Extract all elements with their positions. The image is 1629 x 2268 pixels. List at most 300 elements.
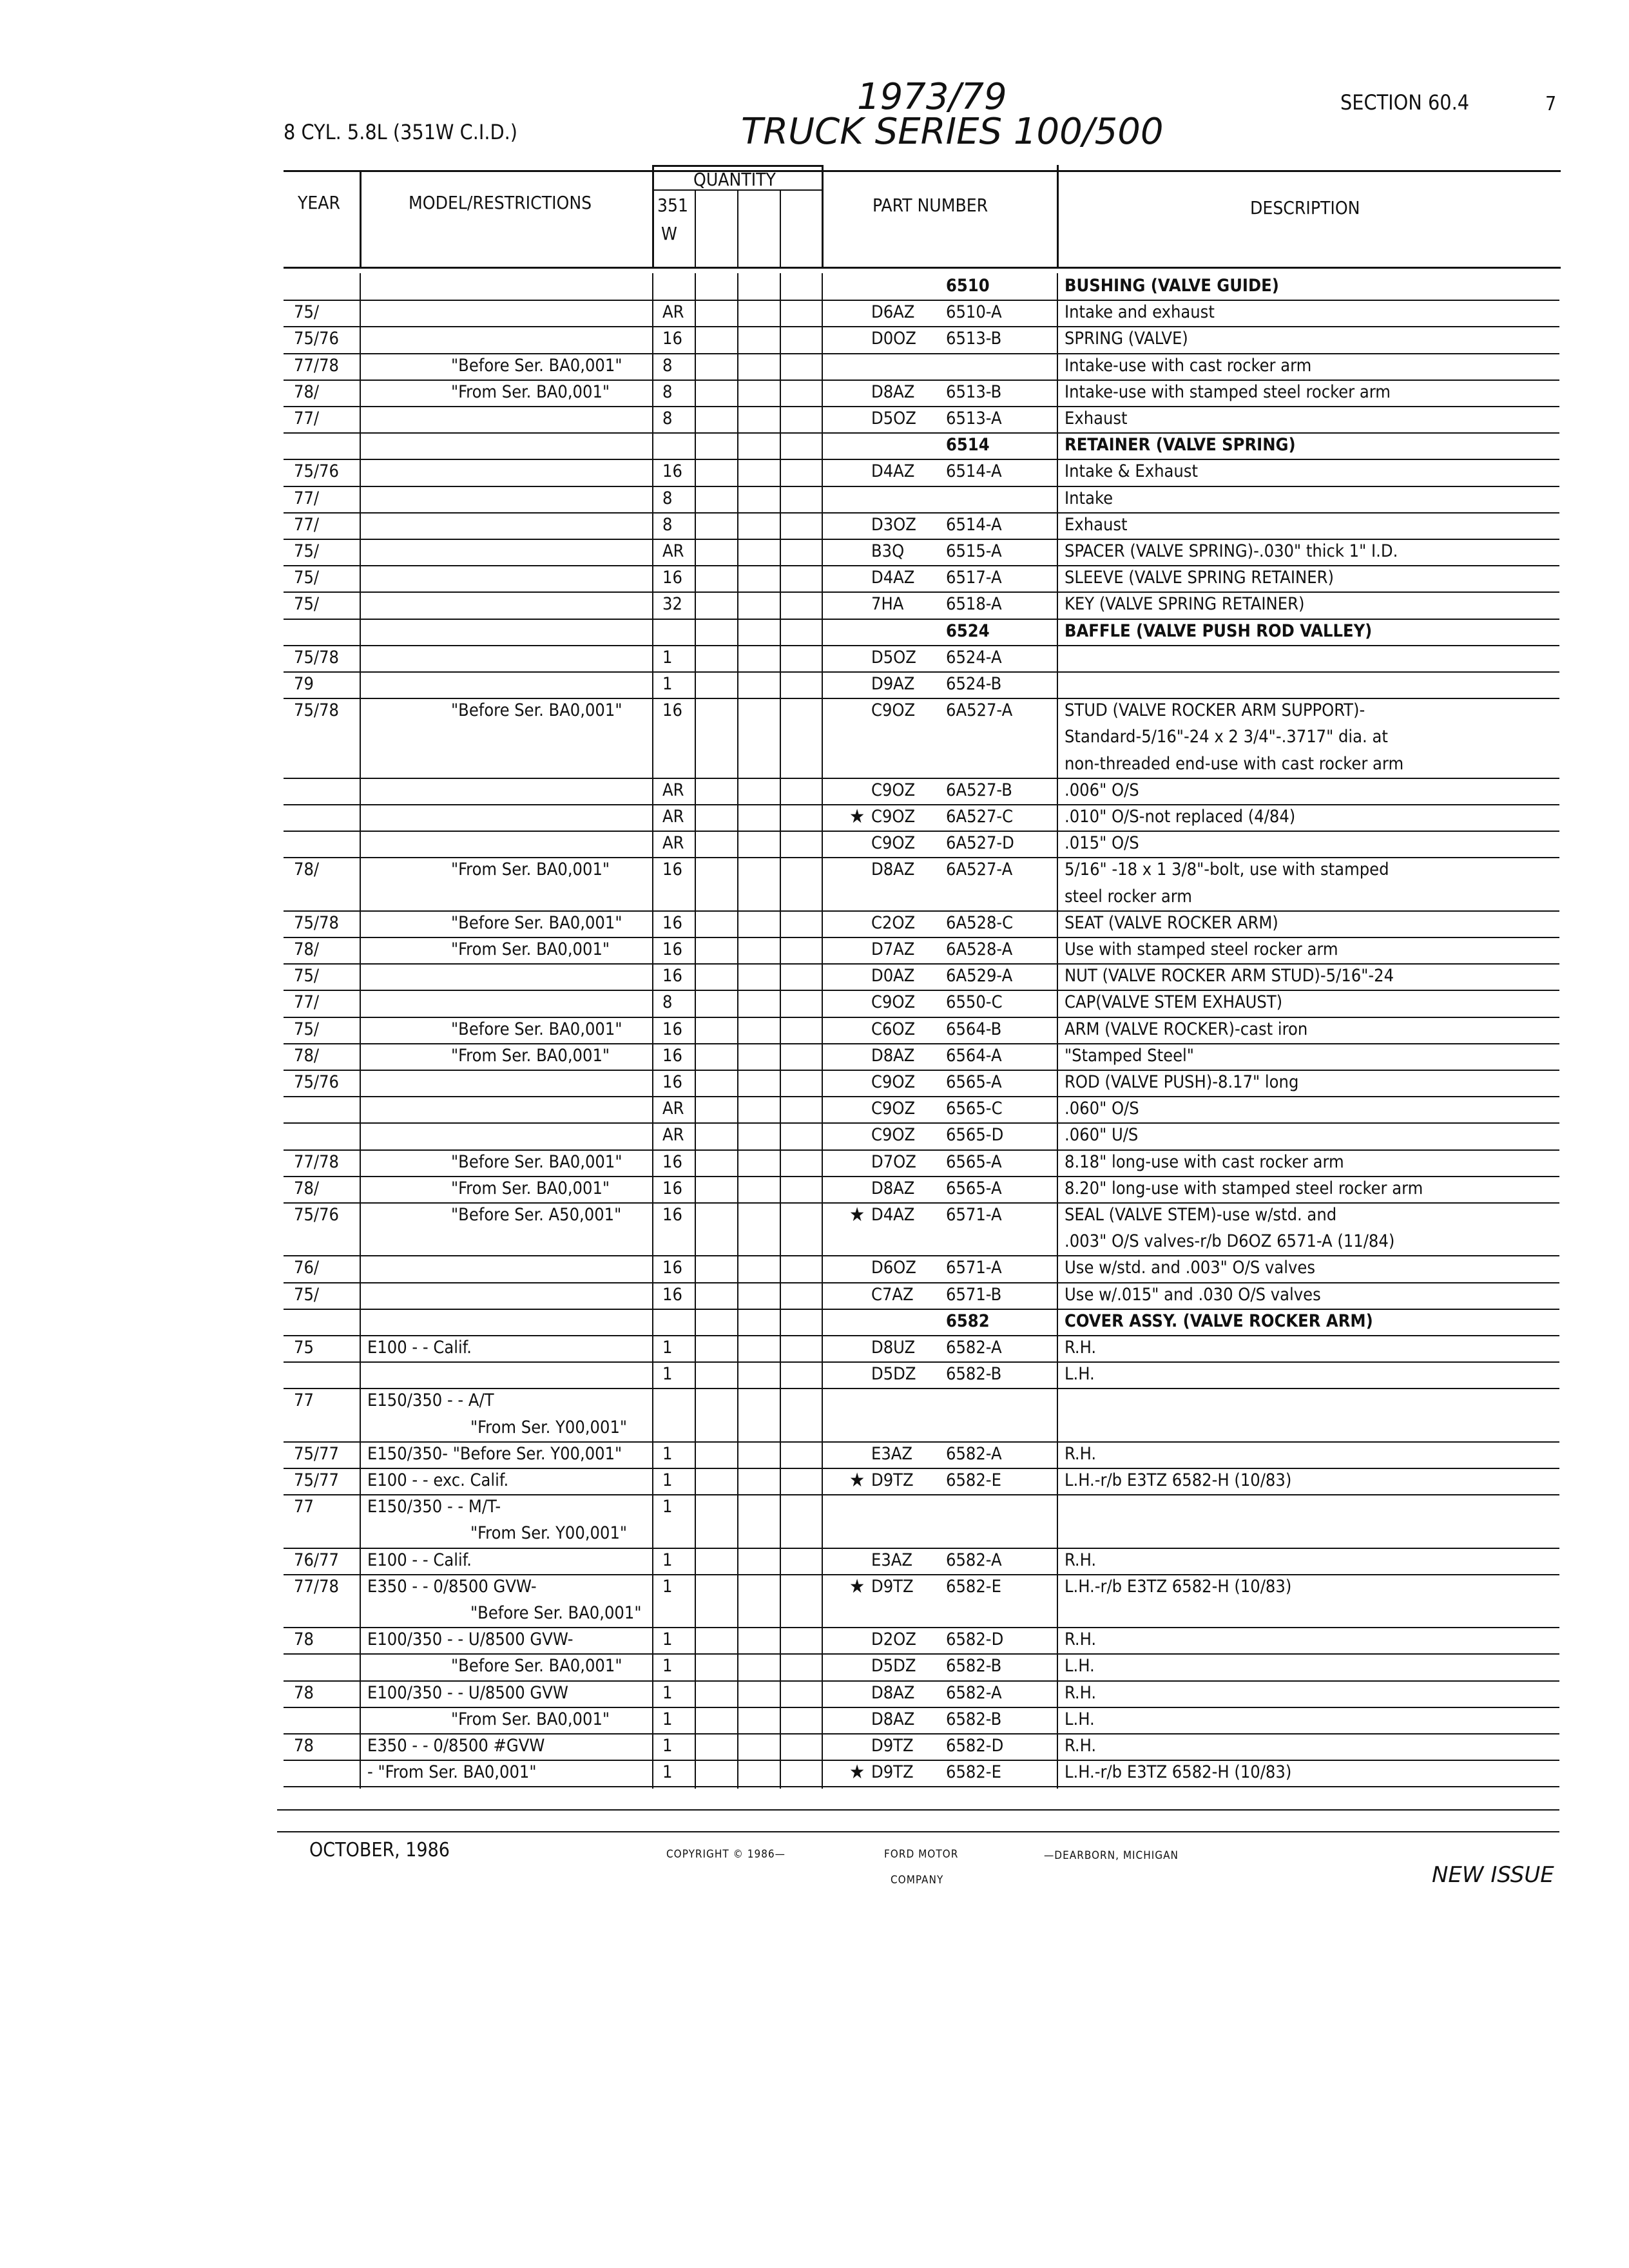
row-description: L.H.	[1065, 1656, 1095, 1677]
row-description: L.H.-r/b E3TZ 6582-H (10/83)	[1065, 1576, 1292, 1597]
row-quantity: 8	[662, 408, 673, 428]
row-part-base: 6514-A	[946, 514, 1002, 535]
row-year: 78/	[294, 1045, 320, 1066]
row-rule	[284, 1070, 1559, 1071]
row-quantity: AR	[662, 833, 684, 854]
row-rule	[284, 1760, 1559, 1761]
row-quantity: 16	[662, 329, 682, 349]
row-part-base: 6565-A	[946, 1072, 1002, 1092]
qty-rule-body-1	[695, 273, 696, 1789]
row-rule	[284, 698, 1559, 699]
row-quantity: 8	[662, 355, 673, 376]
row-description: Use w/std. and .003" O/S valves	[1065, 1258, 1315, 1278]
row-rule	[284, 380, 1559, 381]
row-quantity: 1	[662, 1736, 673, 1756]
row-quantity: 1	[662, 1629, 673, 1650]
row-description: BUSHING (VALVE GUIDE)	[1065, 276, 1279, 296]
row-year: 78/	[294, 939, 320, 959]
row-rule	[284, 1255, 1559, 1256]
row-year: 75/	[294, 1019, 320, 1039]
row-model: E100 - - Calif.	[367, 1338, 472, 1358]
row-part-base: 6582	[946, 1311, 990, 1331]
row-model: "Before Ser. BA0,001"	[451, 355, 622, 376]
replacement-star-icon: ★	[849, 1204, 865, 1226]
row-description: .015" O/S	[1065, 833, 1139, 854]
row-description: Use w/.015" and .030 O/S valves	[1065, 1284, 1321, 1305]
row-rule	[284, 1361, 1559, 1363]
row-part-base: 6518-A	[946, 594, 1002, 615]
row-description: Exhaust	[1065, 408, 1128, 428]
row-part-base: 6A527-C	[946, 807, 1014, 827]
row-quantity: 1	[662, 1682, 673, 1703]
row-part-base: 6514-A	[946, 461, 1002, 482]
row-quantity: 16	[662, 966, 682, 986]
row-description-cont: .003" O/S valves-r/b D6OZ 6571-A (11/84)	[1065, 1231, 1395, 1252]
qty-col-rule-3	[780, 189, 781, 268]
row-year: 77/	[294, 992, 320, 1013]
row-year: 75/78	[294, 647, 339, 668]
row-year: 78	[294, 1736, 314, 1756]
row-part-prefix: D9AZ	[871, 674, 915, 694]
row-description: SLEEVE (VALVE SPRING RETAINER)	[1065, 568, 1334, 588]
row-rule	[284, 831, 1559, 832]
row-quantity: 16	[662, 461, 682, 482]
col-header-model: MODEL/RESTRICTIONS	[409, 192, 592, 213]
row-rule	[284, 645, 1559, 646]
row-part-base: 6A527-A	[946, 860, 1013, 880]
row-description: .060" U/S	[1065, 1125, 1139, 1146]
row-description: Intake and exhaust	[1065, 302, 1215, 323]
row-rule	[284, 326, 1559, 327]
row-description: .010" O/S-not replaced (4/84)	[1065, 807, 1296, 827]
row-part-base: 6582-B	[946, 1709, 1002, 1729]
table-head-rule	[284, 267, 1561, 269]
col-rule-qty	[822, 165, 824, 268]
footer-copyright: COPYRIGHT © 1986—	[666, 1848, 786, 1861]
row-part-base: 6564-A	[946, 1045, 1002, 1066]
row-rule	[284, 1627, 1559, 1628]
row-part-base: 6582-E	[946, 1762, 1001, 1783]
col-rule-model-body	[652, 273, 653, 1789]
row-description-cont: non-threaded end-use with cast rocker arm	[1065, 753, 1404, 774]
col-header-qty-351: 351	[657, 195, 689, 216]
row-year: 77	[294, 1497, 314, 1517]
row-part-base: 6A528-A	[946, 939, 1013, 959]
row-rule	[284, 1202, 1559, 1204]
row-year: 77	[294, 1390, 314, 1411]
col-header-part-number: PART NUMBER	[872, 195, 988, 216]
row-description: Intake	[1065, 488, 1113, 508]
row-rule	[284, 1282, 1559, 1283]
row-part-base: 6571-B	[946, 1284, 1002, 1305]
row-description: .006" O/S	[1065, 780, 1139, 800]
row-year: 77/	[294, 408, 320, 428]
row-rule	[284, 539, 1559, 540]
row-rule	[284, 1017, 1559, 1018]
row-part-base: 6A528-C	[946, 912, 1014, 933]
row-part-base: 6A527-D	[946, 833, 1014, 854]
row-model: "From Ser. BA0,001"	[451, 381, 610, 402]
row-model: E150/350- "Before Ser. Y00,001"	[367, 1443, 622, 1464]
row-description: SPACER (VALVE SPRING)-.030" thick 1" I.D.	[1065, 541, 1398, 561]
row-model-cont: "From Ser. Y00,001"	[470, 1523, 628, 1544]
row-part-prefix: D9TZ	[871, 1576, 914, 1597]
row-year: 75/	[294, 541, 320, 561]
col-rule-year	[360, 170, 361, 268]
row-description: R.H.	[1065, 1338, 1097, 1358]
row-part-base: 6582-A	[946, 1338, 1002, 1358]
row-part-prefix: D9TZ	[871, 1762, 914, 1783]
row-quantity: 8	[662, 488, 673, 508]
row-rule	[284, 406, 1559, 407]
row-rule	[284, 1043, 1559, 1044]
row-quantity: 16	[662, 860, 682, 880]
row-model: "From Ser. BA0,001"	[451, 1709, 610, 1729]
row-quantity: 8	[662, 992, 673, 1013]
row-rule	[284, 353, 1559, 354]
row-description: ARM (VALVE ROCKER)-cast iron	[1065, 1019, 1308, 1039]
row-quantity: 16	[662, 1284, 682, 1305]
row-model: E350 - - 0/8500 #GVW	[367, 1736, 545, 1756]
row-description: R.H.	[1065, 1629, 1097, 1650]
row-part-prefix: D3OZ	[871, 514, 916, 535]
row-part-base: 6A527-A	[946, 700, 1013, 721]
row-description: Intake-use with stamped steel rocker arm	[1065, 381, 1391, 402]
row-description: R.H.	[1065, 1736, 1097, 1756]
row-part-prefix: D5OZ	[871, 408, 916, 428]
series-title: TRUCK SERIES 100/500	[741, 111, 1164, 153]
row-quantity: AR	[662, 807, 684, 827]
row-rule	[284, 432, 1559, 434]
row-part-prefix: C9OZ	[871, 992, 916, 1013]
row-description: L.H.-r/b E3TZ 6582-H (10/83)	[1065, 1762, 1292, 1783]
col-header-quantity: QUANTITY	[693, 169, 776, 190]
row-part-prefix: B3Q	[871, 541, 905, 561]
row-rule	[284, 990, 1559, 991]
row-year: 77/	[294, 514, 320, 535]
replacement-star-icon: ★	[849, 1761, 865, 1784]
row-quantity: 1	[662, 1709, 673, 1729]
row-model: E350 - - 0/8500 GVW-	[367, 1576, 537, 1597]
row-part-prefix: C9OZ	[871, 807, 916, 827]
qty-rule-body-3	[780, 273, 781, 1789]
row-description: 8.18" long-use with cast rocker arm	[1065, 1151, 1344, 1172]
row-rule	[284, 1548, 1559, 1549]
row-quantity: 16	[662, 1178, 682, 1198]
row-quantity: 8	[662, 381, 673, 402]
row-description: COVER ASSY. (VALVE ROCKER ARM)	[1065, 1311, 1373, 1331]
qty-col-rule-1	[695, 189, 696, 268]
row-year: 75	[294, 1338, 314, 1358]
row-part-prefix: C9OZ	[871, 1099, 916, 1119]
row-rule	[284, 1122, 1559, 1124]
row-description: R.H.	[1065, 1443, 1097, 1464]
row-part-base: 6513-B	[946, 381, 1002, 402]
row-description: Use with stamped steel rocker arm	[1065, 939, 1338, 959]
row-description: ROD (VALVE PUSH)-8.17" long	[1065, 1072, 1299, 1092]
row-quantity: 1	[662, 1762, 673, 1783]
row-part-prefix: C2OZ	[871, 912, 916, 933]
col-rule-year-body	[360, 273, 361, 1789]
row-part-prefix: C9OZ	[871, 1072, 916, 1092]
row-part-prefix: D9TZ	[871, 1736, 914, 1756]
row-part-base: 6A529-A	[946, 966, 1013, 986]
row-part-base: 6510	[946, 276, 990, 296]
row-part-base: 6582-D	[946, 1629, 1004, 1650]
row-part-base: 6582-E	[946, 1470, 1001, 1490]
qty-top-rule	[652, 165, 824, 167]
row-part-base: 6565-A	[946, 1178, 1002, 1198]
row-model-cont: "Before Ser. BA0,001"	[470, 1603, 642, 1623]
row-year: 75/76	[294, 1072, 339, 1092]
row-year: 77/78	[294, 1151, 339, 1172]
row-part-prefix: D6OZ	[871, 1258, 916, 1278]
row-rule	[284, 1574, 1559, 1575]
row-part-prefix: E3AZ	[871, 1550, 913, 1570]
row-year: 75/78	[294, 912, 339, 933]
row-part-prefix: C7AZ	[871, 1284, 914, 1305]
years-title: 1973/79	[857, 76, 1007, 118]
row-description: SPRING (VALVE)	[1065, 329, 1188, 349]
row-quantity: 1	[662, 647, 673, 668]
row-part-prefix: D8UZ	[871, 1338, 916, 1358]
row-quantity: 16	[662, 568, 682, 588]
qty-rule-body-2	[737, 273, 738, 1789]
row-part-base: 6524-B	[946, 674, 1002, 694]
row-quantity: 8	[662, 514, 673, 535]
row-description: L.H.	[1065, 1709, 1095, 1729]
row-quantity: 16	[662, 912, 682, 933]
row-part-base: 6514	[946, 435, 990, 456]
row-part-base: 6513-B	[946, 329, 1002, 349]
row-model: E150/350 - - A/T	[367, 1390, 494, 1411]
row-rule	[284, 1680, 1559, 1682]
row-description: Intake-use with cast rocker arm	[1065, 355, 1312, 376]
row-quantity: 16	[662, 1019, 682, 1039]
row-part-base: 6582-E	[946, 1576, 1001, 1597]
row-year: 75/	[294, 302, 320, 323]
row-quantity: 16	[662, 1045, 682, 1066]
row-model: "From Ser. BA0,001"	[451, 939, 610, 959]
row-part-prefix: C9OZ	[871, 1125, 916, 1146]
row-model: "Before Ser. BA0,001"	[451, 1656, 622, 1677]
row-rule	[284, 671, 1559, 673]
row-quantity: 16	[662, 1258, 682, 1278]
row-description: BAFFLE (VALVE PUSH ROD VALLEY)	[1065, 620, 1373, 641]
row-model: "Before Ser. A50,001"	[451, 1205, 622, 1225]
row-quantity: AR	[662, 780, 684, 800]
row-model: E100/350 - - U/8500 GVW	[367, 1682, 568, 1703]
row-description: L.H.	[1065, 1364, 1095, 1385]
row-quantity: AR	[662, 302, 684, 323]
row-rule	[284, 591, 1559, 593]
row-part-prefix: D0OZ	[871, 329, 916, 349]
row-quantity: AR	[662, 1125, 684, 1146]
row-quantity: 16	[662, 939, 682, 959]
row-part-base: 6582-A	[946, 1682, 1002, 1703]
row-rule	[284, 1176, 1559, 1177]
row-year: 76/	[294, 1258, 320, 1278]
row-model: "From Ser. BA0,001"	[451, 1045, 610, 1066]
row-part-prefix: C9OZ	[871, 833, 916, 854]
footer-date: OCTOBER, 1986	[309, 1839, 450, 1861]
row-model: "From Ser. BA0,001"	[451, 860, 610, 880]
row-description: L.H.-r/b E3TZ 6582-H (10/83)	[1065, 1470, 1292, 1490]
row-description: SEAL (VALVE STEM)-use w/std. and	[1065, 1205, 1337, 1225]
section-number: SECTION 60.4	[1340, 90, 1470, 115]
replacement-star-icon: ★	[849, 805, 865, 828]
row-part-prefix: C6OZ	[871, 1019, 916, 1039]
table-top-rule	[284, 170, 1561, 172]
row-description: NUT (VALVE ROCKER ARM STUD)-5/16"-24	[1065, 966, 1394, 986]
row-year: 79	[294, 674, 314, 694]
row-year: 77/78	[294, 355, 339, 376]
row-rule	[284, 300, 1559, 301]
row-model: "Before Ser. BA0,001"	[451, 700, 622, 721]
footer-city: —DEARBORN, MICHIGAN	[1044, 1849, 1179, 1862]
row-description: Exhaust	[1065, 514, 1128, 535]
row-model: E100/350 - - U/8500 GVW-	[367, 1629, 574, 1650]
row-part-base: 6582-D	[946, 1736, 1004, 1756]
row-year: 75/	[294, 594, 320, 615]
row-part-base: 6582-A	[946, 1550, 1002, 1570]
row-rule	[284, 804, 1559, 805]
row-year: 77/	[294, 488, 320, 508]
row-quantity: 1	[662, 1656, 673, 1677]
row-quantity: 16	[662, 700, 682, 721]
row-part-prefix: D9TZ	[871, 1470, 914, 1490]
row-quantity: AR	[662, 1099, 684, 1119]
footer-rule-2	[277, 1831, 1559, 1832]
row-part-base: 6524-A	[946, 647, 1002, 668]
row-rule	[284, 565, 1559, 566]
row-description: STUD (VALVE ROCKER ARM SUPPORT)-	[1065, 700, 1365, 721]
row-part-base: 6A527-B	[946, 780, 1012, 800]
row-quantity: 1	[662, 1576, 673, 1597]
col-rule-model	[652, 165, 654, 268]
row-year: 75/77	[294, 1470, 339, 1490]
row-part-prefix: D8AZ	[871, 1709, 915, 1729]
row-year: 75/76	[294, 1205, 339, 1225]
row-model-cont: "From Ser. Y00,001"	[470, 1417, 628, 1437]
row-rule	[284, 1733, 1559, 1735]
row-part-base: 6515-A	[946, 541, 1002, 561]
row-model: "Before Ser. BA0,001"	[451, 912, 622, 933]
row-description: 5/16" -18 x 1 3/8"-bolt, use with stamped	[1065, 860, 1389, 880]
replacement-star-icon: ★	[849, 1575, 865, 1598]
row-description: CAP(VALVE STEM EXHAUST)	[1065, 992, 1283, 1013]
row-year: 75/76	[294, 329, 339, 349]
row-rule	[284, 1149, 1559, 1151]
row-rule	[284, 619, 1559, 620]
row-rule	[284, 459, 1559, 460]
row-quantity: 1	[662, 1497, 673, 1517]
row-rule	[284, 778, 1559, 779]
row-model: E150/350 - - M/T-	[367, 1497, 501, 1517]
row-description: SEAT (VALVE ROCKER ARM)	[1065, 912, 1278, 933]
row-year: 78/	[294, 381, 320, 402]
row-part-base: 6582-B	[946, 1656, 1002, 1677]
row-year: 77/78	[294, 1576, 339, 1597]
row-model: E100 - - Calif.	[367, 1550, 472, 1570]
row-year: 76/77	[294, 1550, 339, 1570]
row-rule	[284, 1653, 1559, 1655]
row-description: KEY (VALVE SPRING RETAINER)	[1065, 594, 1305, 615]
row-part-prefix: D6AZ	[871, 302, 915, 323]
row-part-prefix: D5DZ	[871, 1364, 916, 1385]
row-part-base: 6571-A	[946, 1258, 1002, 1278]
row-part-prefix: D4AZ	[871, 461, 915, 482]
row-quantity: 1	[662, 1443, 673, 1464]
row-rule	[284, 1335, 1559, 1336]
row-quantity: 1	[662, 1550, 673, 1570]
col-rule-qty-body	[822, 273, 823, 1789]
footer-new-issue: NEW ISSUE	[1432, 1862, 1554, 1888]
row-year: 78	[294, 1629, 314, 1650]
row-quantity: 1	[662, 674, 673, 694]
row-model: "Before Ser. BA0,001"	[451, 1019, 622, 1039]
row-part-base: 6550-C	[946, 992, 1003, 1013]
row-description-cont: Standard-5/16"-24 x 2 3/4"-.3717" dia. at	[1065, 727, 1388, 747]
footer-company-1: FORD MOTOR	[884, 1848, 959, 1861]
row-part-prefix: D7AZ	[871, 939, 915, 959]
row-part-base: 6524	[946, 620, 990, 641]
row-rule	[284, 1468, 1559, 1469]
row-year: 78/	[294, 1178, 320, 1198]
row-part-base: 6565-C	[946, 1099, 1003, 1119]
row-year: 75/	[294, 1284, 320, 1305]
page-number: 7	[1545, 93, 1557, 115]
row-part-base: 6582-A	[946, 1443, 1002, 1464]
row-description: R.H.	[1065, 1682, 1097, 1703]
row-part-base: 6510-A	[946, 302, 1002, 323]
row-part-base: 6513-A	[946, 408, 1002, 428]
row-year: 75/	[294, 568, 320, 588]
row-year: 78	[294, 1682, 314, 1703]
col-header-qty-w: W	[661, 223, 677, 244]
row-quantity: 16	[662, 1072, 682, 1092]
row-part-prefix: D2OZ	[871, 1629, 916, 1650]
row-rule	[284, 963, 1559, 965]
row-description-cont: steel rocker arm	[1065, 886, 1192, 907]
row-year: 75/78	[294, 700, 339, 721]
row-rule	[284, 1441, 1559, 1443]
qty-col-rule-2	[737, 189, 738, 268]
row-rule	[284, 1786, 1559, 1787]
row-description: .060" O/S	[1065, 1099, 1139, 1119]
row-rule	[284, 1388, 1559, 1389]
row-quantity: 16	[662, 1151, 682, 1172]
row-year: 75/77	[294, 1443, 339, 1464]
row-part-base: 6565-D	[946, 1125, 1004, 1146]
row-rule	[284, 1096, 1559, 1097]
row-model: - "From Ser. BA0,001"	[367, 1762, 537, 1783]
engine-label: 8 CYL. 5.8L (351W C.I.D.)	[284, 120, 518, 144]
row-part-prefix: D7OZ	[871, 1151, 916, 1172]
row-model: "Before Ser. BA0,001"	[451, 1151, 622, 1172]
row-description: "Stamped Steel"	[1065, 1045, 1194, 1066]
row-quantity: AR	[662, 541, 684, 561]
row-part-base: 6565-A	[946, 1151, 1002, 1172]
row-rule	[284, 937, 1559, 938]
col-header-year: YEAR	[298, 192, 341, 213]
row-part-prefix: D4AZ	[871, 568, 915, 588]
row-part-prefix: D5OZ	[871, 647, 916, 668]
replacement-star-icon: ★	[849, 1469, 865, 1492]
row-part-prefix: D5DZ	[871, 1656, 916, 1677]
row-rule	[284, 857, 1559, 858]
footer-company-2: COMPANY	[891, 1874, 944, 1887]
